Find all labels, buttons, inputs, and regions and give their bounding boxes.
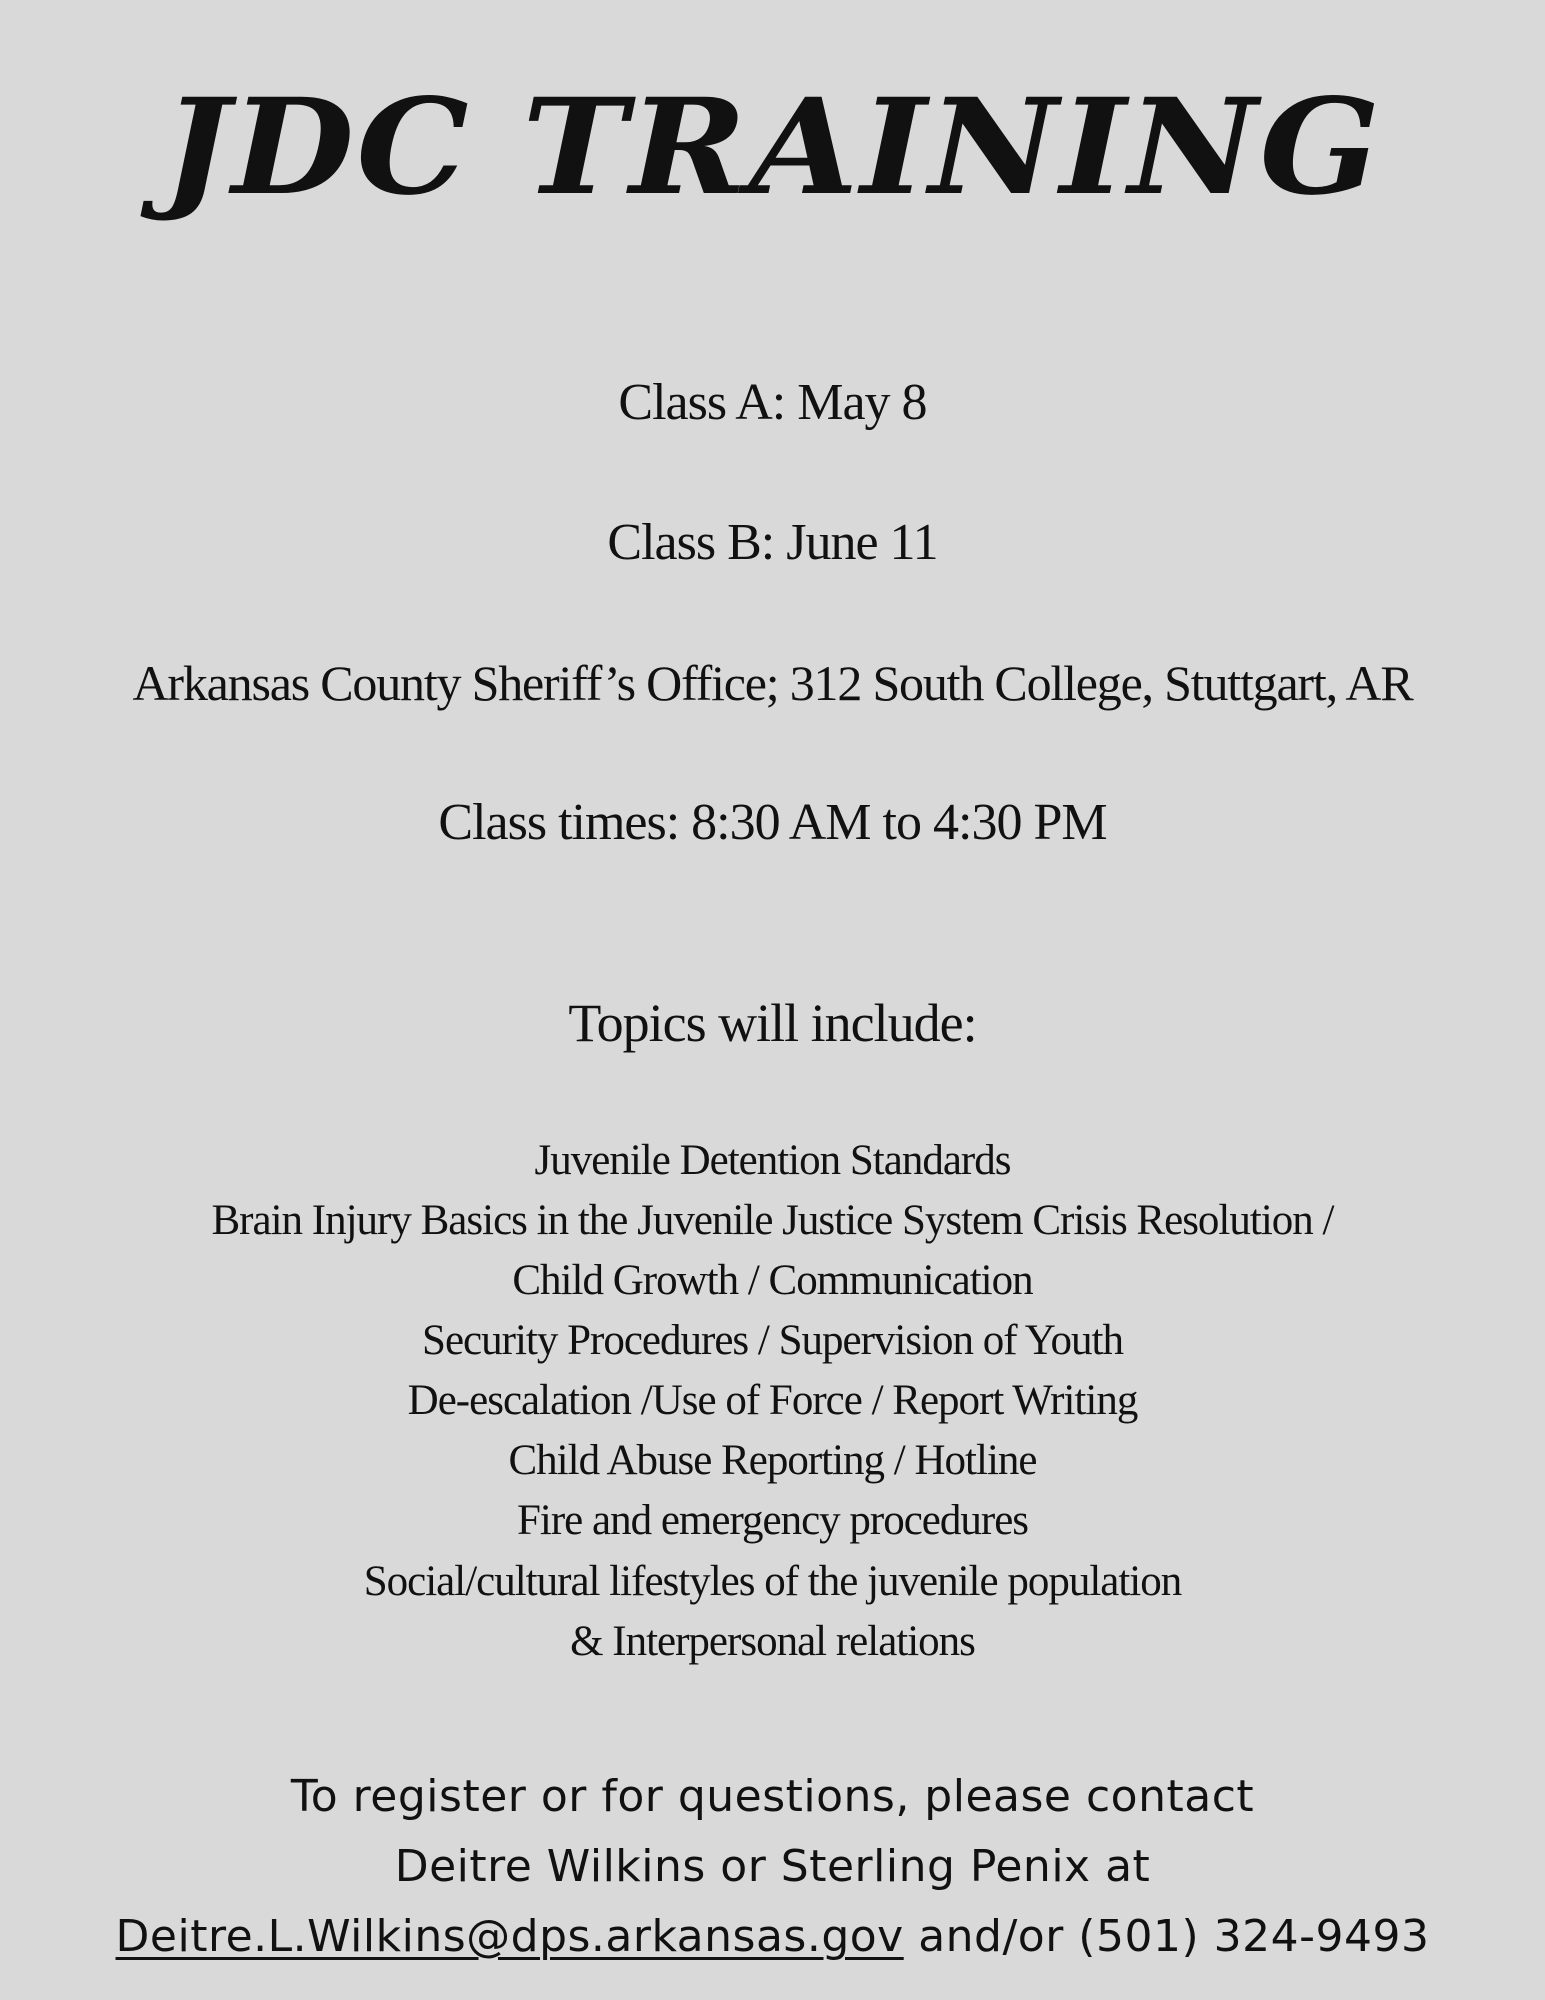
topics-heading: Topics will include: xyxy=(568,993,977,1053)
contact-line-3 xyxy=(0,1909,1545,1965)
topic-item: & Interpersonal relations xyxy=(570,1618,975,1665)
topic-item: Fire and emergency procedures xyxy=(516,1497,1029,1544)
topic-item: De-escalation /Use of Force / Report Writing xyxy=(407,1377,1138,1424)
location-address: Arkansas County Sheriff’s Office; 312 South College, Stuttgart, AR xyxy=(132,655,1413,711)
topic-item: Juvenile Detention Standards xyxy=(534,1137,1011,1184)
class-times: Class times: 8:30 AM to 4:30 PM xyxy=(438,794,1107,851)
topic-item: Social/cultural lifestyles of the juvenile population xyxy=(363,1558,1182,1605)
email-link[interactable]: Deitre.L.Wilkins@dps.arkansas.gov xyxy=(115,1911,904,1962)
contact-line-1: To register or for questions, please contact xyxy=(290,1771,1255,1822)
topic-item: Child Abuse Reporting / Hotline xyxy=(508,1437,1037,1484)
contact-line-2: Deitre Wilkins or Sterling Penix at xyxy=(394,1841,1151,1892)
class-a-date: Class A: May 8 xyxy=(618,374,927,431)
class-b-date: Class B: June 11 xyxy=(607,514,938,571)
topic-item: Child Growth / Communication xyxy=(512,1257,1033,1304)
topic-item: Brain Injury Basics in the Juvenile Justice System Crisis Resolution / xyxy=(211,1197,1334,1244)
page-title: JDC TRAINING xyxy=(162,70,1383,225)
topic-item: Security Procedures / Supervision of Youth xyxy=(422,1317,1123,1364)
phone-text: and/or (501) 324-9493 xyxy=(903,1911,1430,1962)
